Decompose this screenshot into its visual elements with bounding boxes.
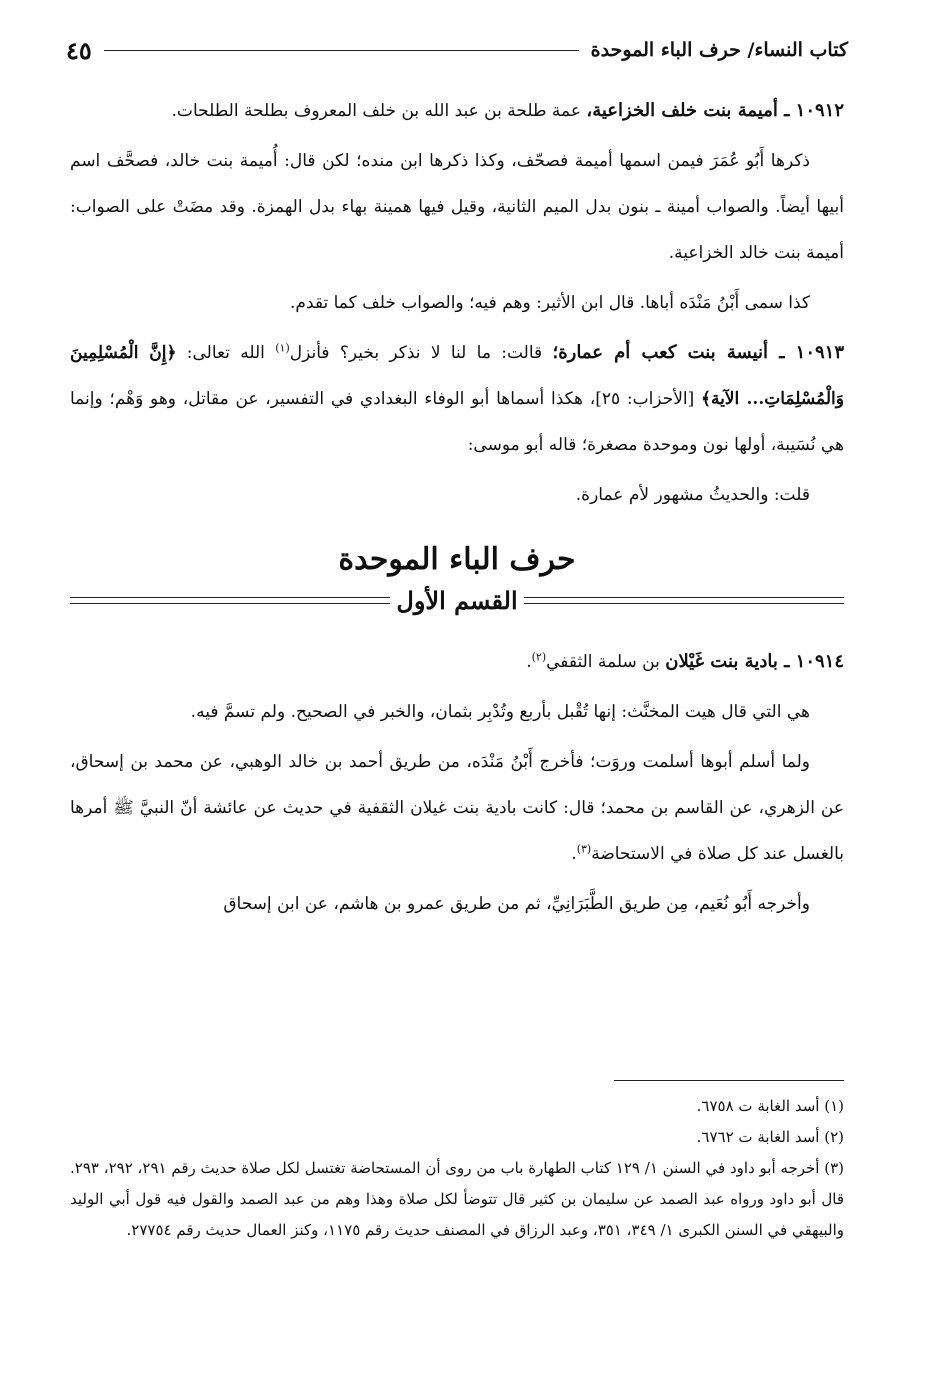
entry-text: عمة طلحة بن عبد الله بن خلف المعروف بطلحة الطلحات. [171,101,587,121]
footnote-ref: (٢) [531,650,547,664]
entry-text: قالت: ما لنا لا نذكر بخير؟ فأنزل [289,343,553,363]
section-title: حرف الباء الموحدة [338,542,576,577]
paragraph: كذا سمى أَبْنُ مَنْدَه أباها. قال ابن الأثير: وهم فيه؛ والصواب خلف كما تقدم. [290,293,810,313]
page-body [70,88,844,931]
double-rule [70,597,390,604]
entry-text: . [526,652,532,672]
footnote: (٢) أسد الغابة ت ٦٧٦٢. [696,1128,844,1146]
paragraph [70,739,844,877]
paragraph: ذكرها أَبُو عُمَرَ فيمن اسمها أميمة فصحّف، وكذا ذكرها ابن منده؛ لكن قال: أُميمة بنت خالد، فصحَّف اسم أبيها أيضاً. والصواب أمينة ـ بنون بدل الميم الثانية، وقيل فيها همينة بهاء بدل الهمزة. وقد مضَتْ على الصواب: أميمة بنت خالد الخزاعية. [70,151,844,263]
entry-text: ولما أسلم أبوها أسلمت وروَت؛ فأخرج أَبْنُ مَنْدَه، من طريق أحمد بن خالد الوهبي، عن محمد بن إسحاق، عن الزهري، عن القاسم بن محمد؛ قال: كانت بادية بنت غيلان الثقفية في حديث عن عائشة أنّ النبيَّ ﷺ أمرها بالغسل عند كل صلاة في الاستحاضة [70,752,844,864]
entry-10913 [70,330,844,468]
entry-text: . [571,844,577,864]
footnote-ref: (٣) [576,842,592,856]
footnote-rule [614,1080,844,1081]
quran-verse: ﴿إِنَّ الْمُسْلِمِينَ وَالْمُسْلِمَاتِ... الآية﴾ [70,343,844,409]
entry-10912 [70,88,844,134]
paragraph: وأخرجه أَبُو نُعَيم، مِن طريق الطَّبَرَانِيِّ، ثم من طريق عمرو بن هاشم، عن ابن إسحاق [223,894,810,914]
running-title: كتاب النساء/ حرف الباء الموحدة [590,39,848,61]
entry-text: الله تعالى: [176,343,276,363]
page-number: ٤٥ [66,35,92,65]
paragraph: هي التي قال هيت المخنَّث: إنها تُقْبل بأربع وتُدْبِر بثمان، والخبر في الصحيح. ولم تسمَّ فيه. [190,702,810,722]
footnote: (١) أسد الغابة ت ٦٧٥٨. [696,1097,844,1115]
paragraph: قلت: والحديثُ مشهور لأم عمارة. [575,485,810,505]
header-rule [104,50,579,51]
entry-text: بن سلمة الثقفي [546,652,666,672]
entry-text: [الأحزاب: ٢٥]، هكذا أسماها أبو الوفاء البغدادي في التفسير، عن مقاتل، وهو وَهْم؛ وإنما هي نُسَيبة، أولها نون وموحدة مصغرة؛ قاله أبو موسى: [70,389,844,455]
entry-10914 [70,639,844,685]
entry-heading: ١٠٩١٣ ـ أنيسة بنت كعب أم عمارة؛ [552,342,844,363]
subsection-header [70,586,844,615]
subsection-title: القسم الأول [396,586,518,615]
double-rule [524,597,844,604]
footnote-ref: (١) [275,341,290,355]
entry-heading: ١٠٩١٤ ـ بادية بنت غَيْلان [665,651,844,672]
entry-heading: ١٠٩١٢ ـ أميمة بنت خلف الخزاعية، [586,100,844,121]
footnotes [70,1080,844,1246]
footnote: (٣) أخرجه أبو داود في السنن ١/ ١٢٩ كتاب الطهارة باب من روى أن المستحاضة تغتسل لكل صلاة حديث رقم ٢٩١، ٢٩٢، ٢٩٣. قال أبو داود ورواه عبد الصمد عن سليمان بن كثير قال تتوضأ لكل صلاة وهذا وهم من عبد الصمد والقول فيه قول أبي الوليد والبيهقي في السنن الكبرى ١/ ٣٤٩، ٣٥١، وعبد الرزاق في المصنف حديث رقم ١١٧٥، وكنز العمال حديث رقم ٢٧٧٥٤. [70,1159,845,1239]
page-header [66,28,848,72]
